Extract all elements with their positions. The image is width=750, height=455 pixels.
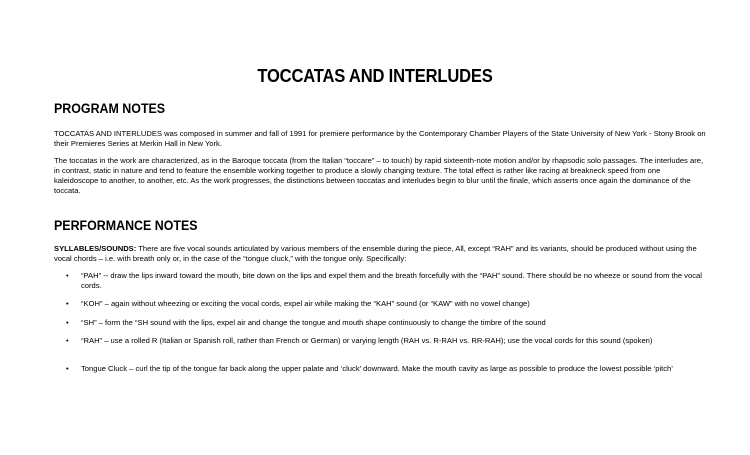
list-item-text: “KOH” – again without wheezing or exciting the vocal cords, expel air while making the “KAH” sound (or “KAW” with no vowel change) xyxy=(81,299,530,308)
bullet-icon: • xyxy=(66,336,69,345)
program-notes-heading: PROGRAM NOTES xyxy=(54,101,166,116)
bullet-icon: • xyxy=(66,318,69,327)
bullet-icon: • xyxy=(66,271,69,280)
bullet-icon: • xyxy=(66,364,69,373)
syllables-sounds-text: There are five vocal sounds articulated by various members of the ensemble during the piece, All, except “RAH” and its variants, should be produced without using the vocal chords – i.e. with breath only or, in the case of the “tongue cluck,” with the tongue only. Specifically: xyxy=(54,244,697,263)
performance-notes-heading: PERFORMANCE NOTES xyxy=(54,218,198,233)
list-item-text: “RAH” – use a rolled R (Italian or Spanish roll, rather than French or German) or varying length (RAH vs. R-RAH vs. RR-RAH); use the vocal cords for this sound (spoken) xyxy=(81,336,653,345)
list-item-rah xyxy=(54,336,706,346)
list-item-text: “PAH” -- draw the lips inward toward the mouth, bite down on the lips and expel them and the breath forcefully with the “PAH” sound. There should be no wheeze or sound from the vocal cords. xyxy=(81,271,702,290)
list-item-tongue-cluck xyxy=(54,364,706,374)
document-title: TOCCATAS AND INTERLUDES xyxy=(257,66,493,86)
syllables-sounds-paragraph xyxy=(54,244,706,264)
bullet-icon: • xyxy=(66,299,69,308)
list-item-pah xyxy=(54,271,706,291)
program-notes-paragraph-2: The toccatas in the work are characterized, as in the Baroque toccata (from the Italian “toccare” – to touch) by rapid sixteenth-note motion and/or by rhapsodic solo passages. The interludes are, in contrast, static in nature and tend to feature the ensemble working together to produce a slowly changing texture. The total effect is rather like racing at breakneck speed from one kaleidoscope to another, to another, etc. As the work progresses, the distinctions between toccatas and interludes begin to blur until the finale, which asserts once again the dominance of the toccata. xyxy=(54,156,704,195)
syllables-sounds-label: SYLLABLES/SOUNDS: xyxy=(54,244,137,253)
list-item-text: Tongue Cluck – curl the tip of the tongue far back along the upper palate and ‘cluck’ downward. Make the mouth cavity as large as possible to produce the lowest possible ‘pitch’ xyxy=(81,364,673,373)
list-item-koh xyxy=(54,299,706,309)
list-item-text: “SH” – form the “SH sound with the lips, expel air and change the tongue and mouth shape continuously to change the timbre of the sound xyxy=(81,318,546,327)
program-notes-paragraph-1: TOCCATAS AND INTERLUDES was composed in summer and fall of 1991 for premiere performance by the Contemporary Chamber Players of the State University of New York - Stony Brook on their Premieres Series at Merkin Hall in New York. xyxy=(54,129,706,148)
list-item-sh xyxy=(54,318,706,328)
